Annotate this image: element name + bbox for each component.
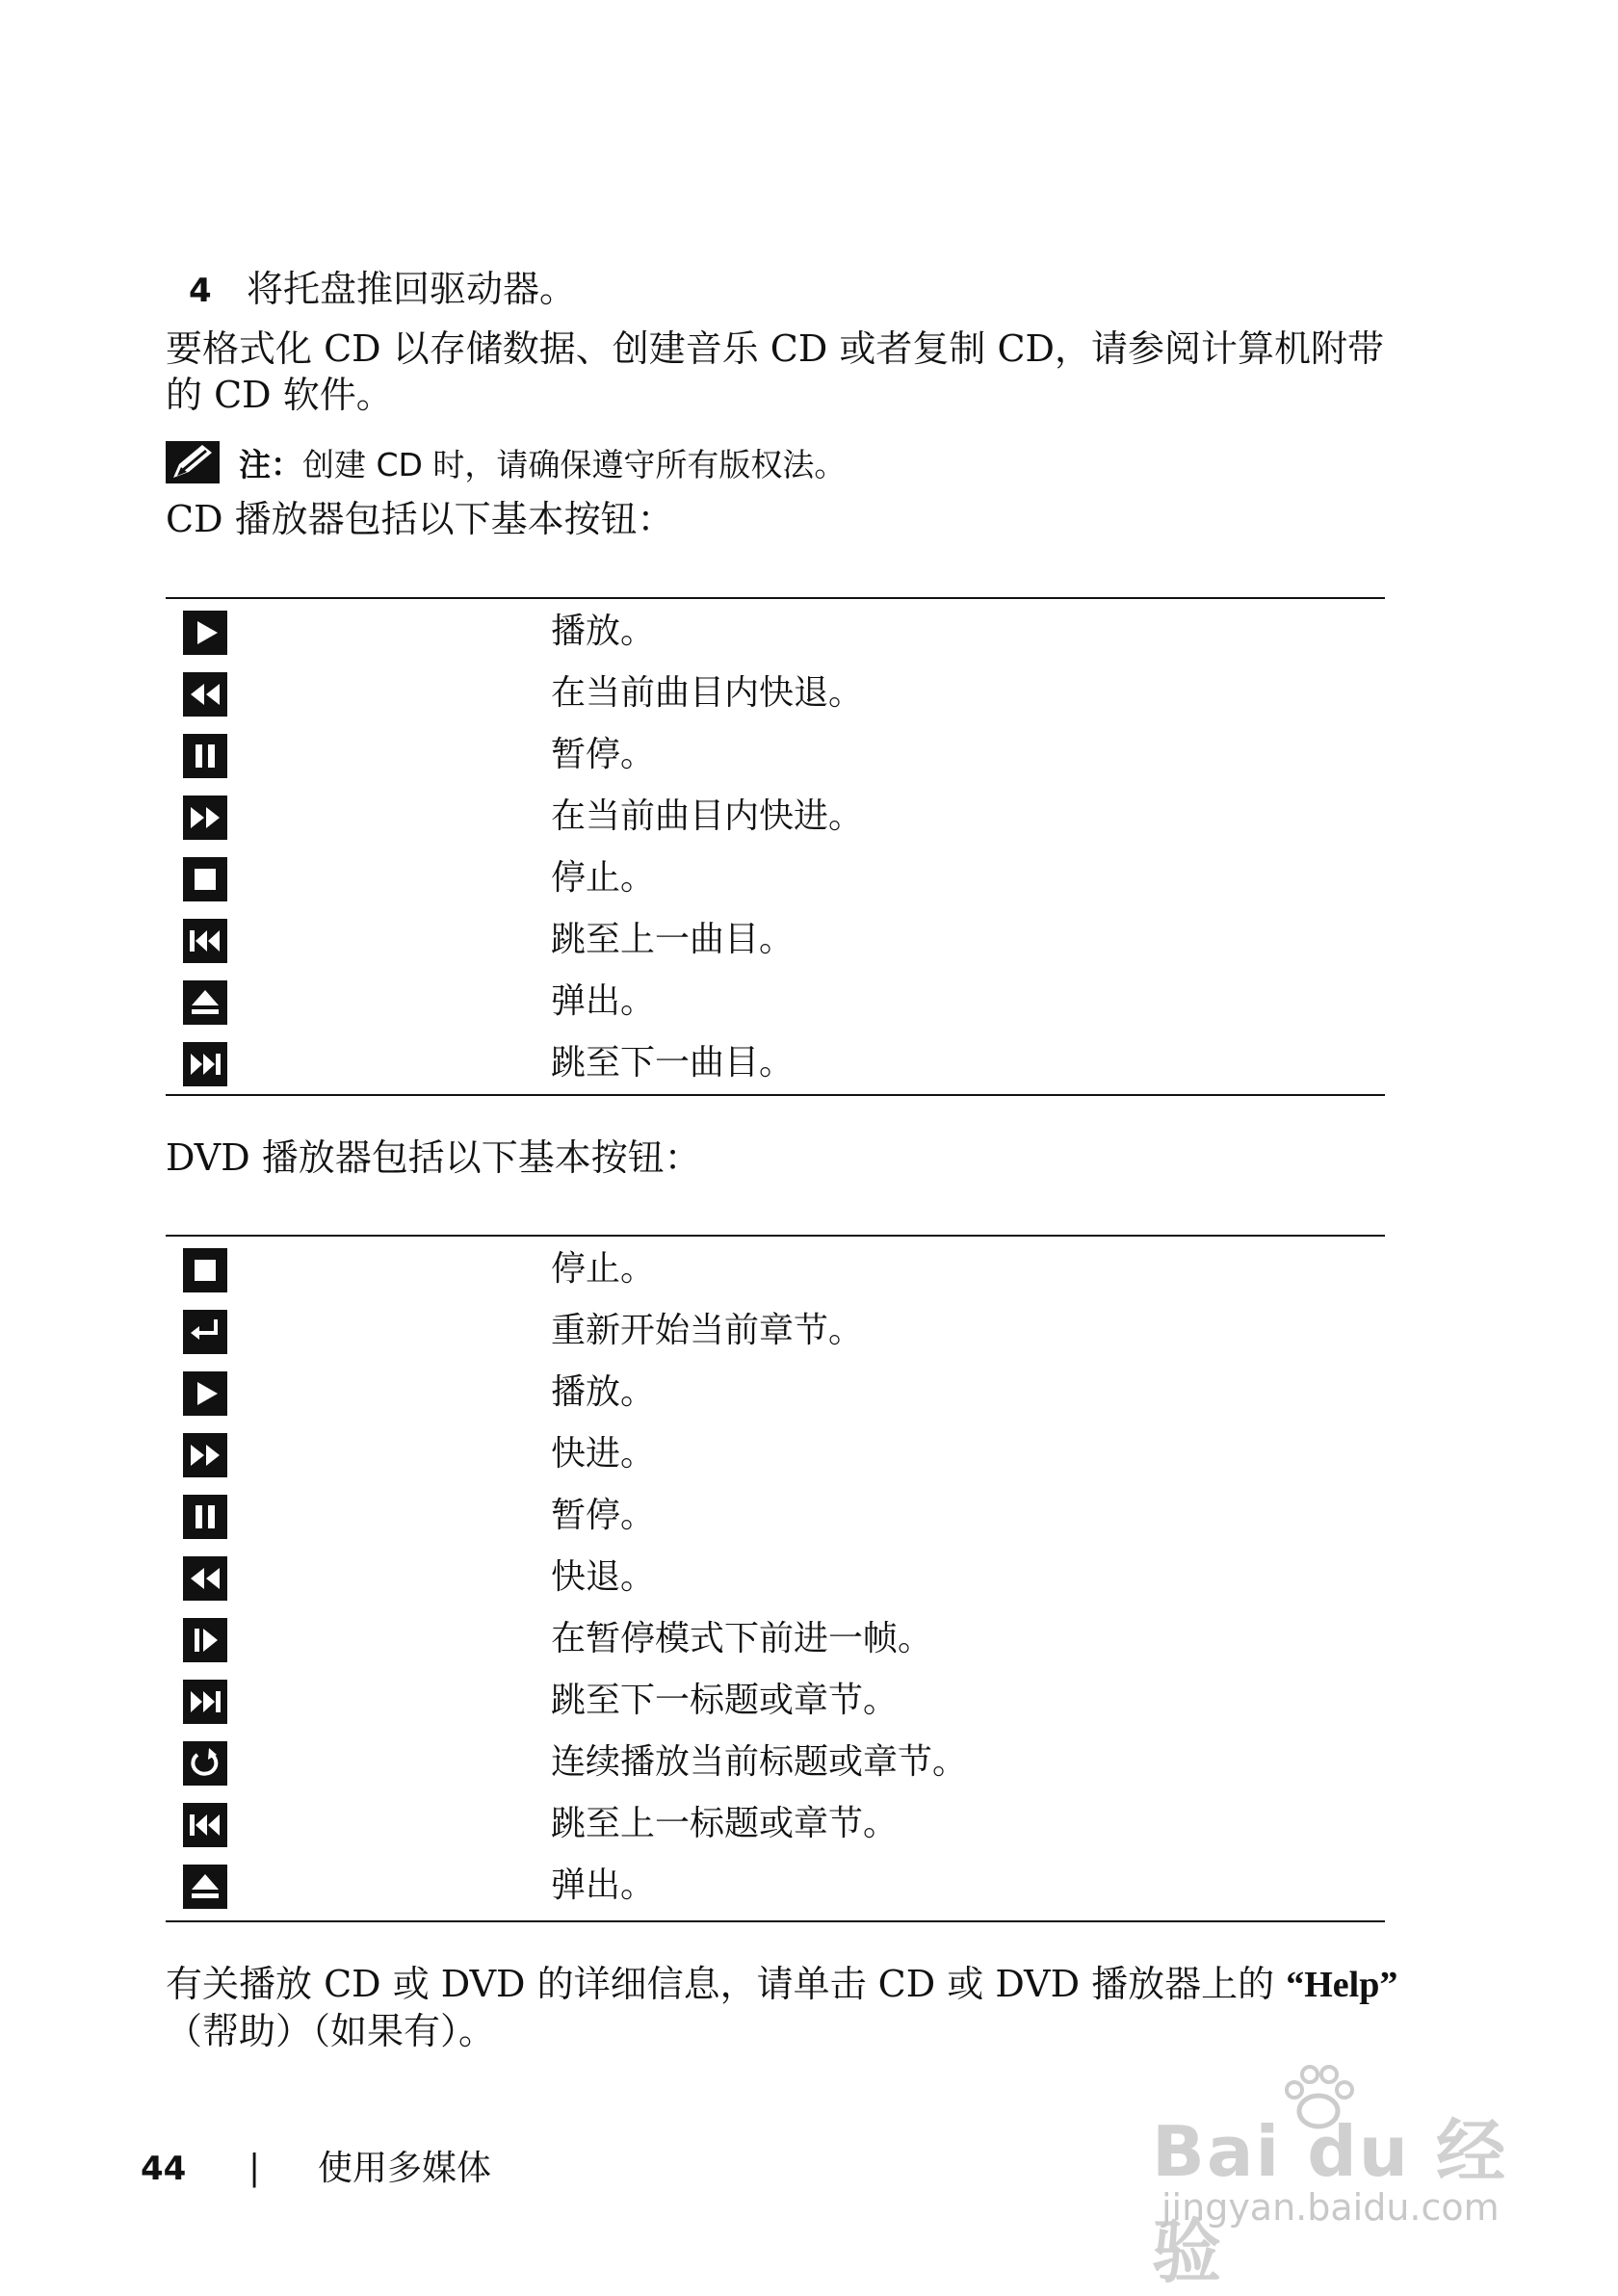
dvd-button-description: 在暂停模式下前进一帧。 bbox=[551, 1619, 933, 1658]
rewind-icon bbox=[183, 672, 227, 717]
dvd-button-row bbox=[166, 1793, 1385, 1855]
dvd-button-row bbox=[166, 1608, 1385, 1670]
dvd-button-row bbox=[166, 1732, 1385, 1793]
cd-button-description: 停止。 bbox=[551, 858, 656, 898]
dvd-button-description: 跳至下一标题或章节。 bbox=[551, 1681, 899, 1720]
dvd-button-description: 停止。 bbox=[551, 1249, 656, 1289]
frame-advance-icon bbox=[183, 1618, 227, 1662]
cd-button-description: 在当前曲目内快退。 bbox=[551, 673, 864, 713]
dvd-intro: DVD 播放器包括以下基本按钮： bbox=[166, 1136, 701, 1179]
help-paragraph bbox=[166, 1961, 1418, 2054]
dvd-button-description: 暂停。 bbox=[551, 1496, 656, 1535]
skip-next-icon bbox=[183, 1680, 227, 1724]
cd-button-row bbox=[166, 909, 1385, 971]
eject-icon bbox=[183, 980, 227, 1025]
cd-intro: CD 播放器包括以下基本按钮： bbox=[166, 498, 674, 540]
dvd-button-description: 连续播放当前标题或章节。 bbox=[551, 1742, 968, 1782]
cd-button-row bbox=[166, 601, 1385, 663]
cd-button-row bbox=[166, 971, 1385, 1032]
cd-button-description: 播放。 bbox=[551, 612, 656, 651]
dvd-button-row bbox=[166, 1362, 1385, 1423]
step-text: 将托盘推回驱动器。 bbox=[247, 268, 577, 310]
watermark-url: jingyan.baidu.com bbox=[1161, 2186, 1500, 2229]
format-line-2: 的 CD 软件。 bbox=[166, 374, 393, 416]
format-paragraph bbox=[166, 326, 1418, 418]
help-line-2: （帮助）（如果有）。 bbox=[166, 2010, 496, 2052]
help-text: 有关播放 CD 或 DVD 的详细信息，请单击 CD 或 DVD 播放器上的 bbox=[166, 1963, 1287, 2005]
dvd-button-description: 快退。 bbox=[551, 1557, 656, 1597]
dvd-button-row bbox=[166, 1485, 1385, 1547]
dvd-button-row bbox=[166, 1423, 1385, 1485]
pencil-note-icon bbox=[166, 441, 220, 483]
dvd-button-description: 跳至上一标题或章节。 bbox=[551, 1804, 899, 1843]
cd-button-row bbox=[166, 724, 1385, 786]
note-label: 注： bbox=[239, 445, 302, 483]
dvd-button-description: 弹出。 bbox=[551, 1866, 656, 1905]
repeat-icon bbox=[183, 1741, 227, 1786]
cd-button-description: 在当前曲目内快进。 bbox=[551, 796, 864, 836]
note bbox=[166, 438, 846, 486]
dvd-button-row bbox=[166, 1300, 1385, 1362]
dvd-button-row bbox=[166, 1547, 1385, 1608]
dvd-button-description: 快进。 bbox=[551, 1434, 656, 1474]
footer-separator: | bbox=[248, 2149, 261, 2188]
skip-previous-icon bbox=[183, 1803, 227, 1847]
pause-icon bbox=[183, 1495, 227, 1539]
rewind-icon bbox=[183, 1556, 227, 1601]
play-icon bbox=[183, 611, 227, 655]
stop-icon bbox=[183, 1248, 227, 1292]
dvd-button-row bbox=[166, 1239, 1385, 1300]
help-line-1 bbox=[166, 1961, 1418, 2008]
page-number: 44 bbox=[141, 2150, 187, 2188]
dvd-button-row bbox=[166, 1855, 1385, 1917]
format-line-1: 要格式化 CD 以存储数据、创建音乐 CD 或者复制 CD，请参阅计算机附带 bbox=[166, 327, 1385, 370]
cd-button-row bbox=[166, 1032, 1385, 1094]
skip-next-icon bbox=[183, 1042, 227, 1086]
cd-button-description: 弹出。 bbox=[551, 981, 656, 1021]
pause-icon bbox=[183, 734, 227, 778]
dvd-button-description: 播放。 bbox=[551, 1372, 656, 1412]
dvd-buttons-table bbox=[166, 1235, 1385, 1922]
cd-button-description: 跳至下一曲目。 bbox=[551, 1043, 795, 1083]
cd-button-row bbox=[166, 786, 1385, 848]
baidu-watermark bbox=[1152, 2061, 1556, 2292]
watermark-brand: Bai du 经验 bbox=[1152, 2111, 1508, 2292]
dvd-button-description: 重新开始当前章节。 bbox=[551, 1311, 864, 1350]
step-number: 4 bbox=[189, 272, 212, 310]
stop-icon bbox=[183, 857, 227, 901]
note-text: 创建 CD 时，请确保遵守所有版权法。 bbox=[302, 445, 847, 483]
fast-forward-icon bbox=[183, 1433, 227, 1477]
footer-section: 使用多媒体 bbox=[318, 2149, 492, 2188]
fast-forward-icon bbox=[183, 796, 227, 840]
cd-button-row bbox=[166, 663, 1385, 724]
cd-button-description: 跳至上一曲目。 bbox=[551, 920, 795, 959]
cd-button-description: 暂停。 bbox=[551, 735, 656, 774]
dvd-button-row bbox=[166, 1670, 1385, 1732]
step-4 bbox=[189, 266, 576, 314]
skip-previous-icon bbox=[183, 919, 227, 963]
cd-buttons-table bbox=[166, 597, 1385, 1096]
restart-chapter-icon bbox=[183, 1310, 227, 1354]
eject-icon bbox=[183, 1865, 227, 1909]
help-link-text: “Help” bbox=[1286, 1965, 1398, 2005]
cd-button-row bbox=[166, 848, 1385, 909]
play-icon bbox=[183, 1371, 227, 1416]
